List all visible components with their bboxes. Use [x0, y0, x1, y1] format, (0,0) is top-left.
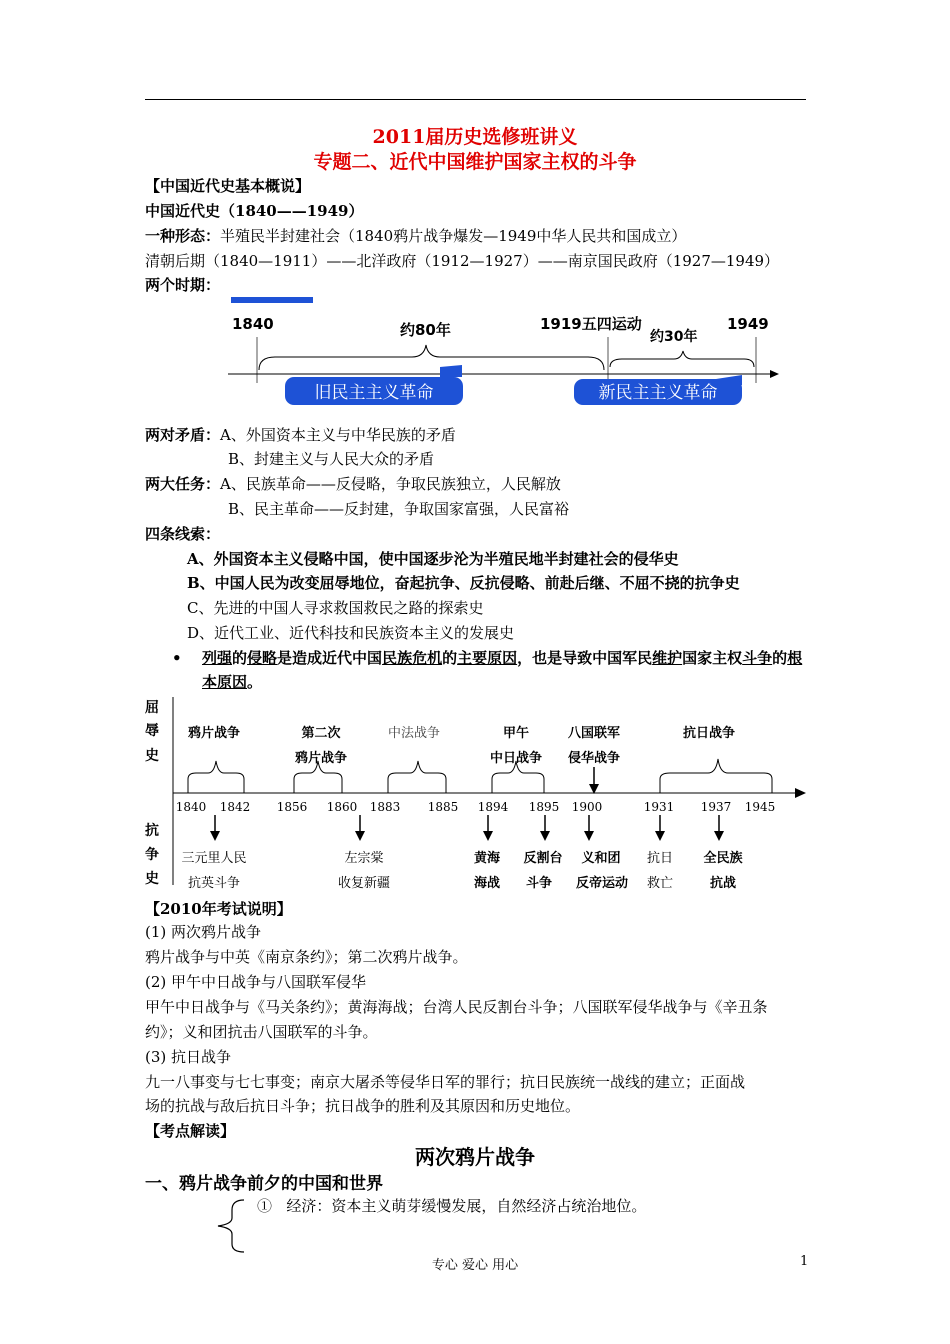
exam-item-3-text: 场的抗战与敌后抗日斗争；抗日战争的胜利及其原因和历史地位。: [145, 1097, 581, 1115]
humiliation-char: 辱: [145, 723, 159, 739]
contradiction-b: B、封建主义与人民大众的矛盾: [228, 450, 435, 468]
item-number: ①: [257, 1197, 273, 1215]
task-b: B、民主革命——反封建，争取国家富强，人民富裕: [228, 500, 570, 518]
bullet-part: 民族危机: [382, 649, 443, 667]
tl1-start-year: 1840: [232, 315, 274, 333]
resistance-arrows: [215, 815, 719, 835]
left-brace-icon: [214, 1196, 248, 1256]
resistance-label: 反帝运动: [575, 876, 629, 891]
year-tick: 1883: [369, 800, 401, 814]
tasks-label: 两大任务：: [145, 475, 221, 493]
humiliation-char: 史: [145, 748, 159, 764]
war-label: 中法战争: [387, 726, 441, 741]
tl2-axis-arrow: [795, 788, 806, 798]
resistance-label: 黄海: [473, 851, 501, 866]
bullet-part: 的: [772, 649, 788, 667]
bullet-part: 维护: [652, 649, 683, 667]
resistance-label: 全民族: [703, 851, 743, 866]
resistance-char: 抗: [145, 823, 159, 839]
analysis-item-1: [257, 1194, 646, 1218]
item-text: 经济：资本主义萌芽缓慢发展，自然经济占统治地位。: [286, 1197, 647, 1215]
clue-b: B、中国人民为改变屈辱地位，奋起抗争、反抗侵略、前赴后继、不屈不挠的抗争史: [187, 574, 740, 592]
task-a: [145, 472, 561, 496]
resistance-label: 抗日: [646, 851, 674, 866]
resistance-label: 救亡: [646, 876, 674, 891]
resistance-label: 左宗棠: [344, 851, 384, 866]
exam-item-2: (2) 甲午中日战争与八国联军侵华: [145, 973, 367, 991]
year-tick: 1894: [477, 800, 509, 814]
resistance-label: 抗英斗争: [187, 876, 241, 891]
overview-heading: 【中国近代史基本概说】: [145, 177, 311, 195]
year-tick: 1860: [326, 800, 358, 814]
overview-periods: 清朝后期（1840—1911）——北洋政府（1912—1927）——南京国民政府（1927—1949）: [145, 252, 780, 270]
war-label: 鸦片战争: [294, 751, 348, 766]
resistance-char: 史: [145, 871, 159, 887]
clue-d: D、近代工业、近代科技和民族资本主义的发展史: [187, 624, 515, 642]
clue-c: C、先进的中国人寻求救国救民之路的探索史: [187, 599, 484, 617]
contradiction-a: [145, 423, 456, 447]
bullet-mark: •: [172, 649, 182, 667]
tl1-span2: 约30年: [650, 329, 698, 345]
year-tick: 1945: [744, 800, 776, 814]
bullet-part: ，也是导致中国军民: [517, 649, 653, 667]
war-label: 鸦片战争: [187, 726, 241, 741]
page-number: 1: [800, 1254, 809, 1269]
war-label: 甲午: [502, 726, 530, 741]
resistance-label: 斗争: [525, 876, 553, 891]
brace-sino-french-war: [388, 761, 446, 793]
task-a-text: A、民族革命——反侵略，争取民族独立，人民解放: [220, 475, 561, 493]
new-revolution-label: 新民主主义革命: [598, 383, 718, 403]
year-tick: 1840: [175, 800, 207, 814]
war-label: 第二次: [301, 726, 341, 741]
bullet-part: 的: [232, 649, 248, 667]
war-timeline: [0, 695, 950, 895]
bullet-part: 根本原因: [202, 649, 803, 691]
exam-item-2-text: 约》；义和团抗击八国联军的斗争。: [145, 1023, 378, 1041]
war-label: 侵华战争: [567, 751, 621, 766]
resistance-label: 三元里人民: [181, 851, 247, 866]
bullet-part: 。: [247, 673, 263, 691]
exam-item-3-text: 九一八事变与七七事变；南京大屠杀等侵华日军的罪行；抗日民族统一战线的建立；正面战: [145, 1073, 746, 1091]
cropped-heading-fragment: [231, 297, 313, 303]
resistance-label: 抗战: [709, 876, 737, 891]
document-title: 2011届历史选修班讲义: [372, 126, 578, 148]
exam-item-3: (3) 抗日战争: [145, 1048, 232, 1066]
contradiction-a-text: A、外国资本主义与中华民族的矛盾: [220, 426, 456, 444]
year-tick: 1842: [219, 800, 251, 814]
war-label: 中日战争: [489, 751, 543, 766]
two-periods-label: 两个时期：: [145, 276, 221, 294]
tl1-axis-arrow: [770, 370, 779, 378]
bullet-part: 侵略: [247, 649, 278, 667]
exam-item-1-text: 鸦片战争与中英《南京条约》；第二次鸦片战争。: [145, 948, 468, 966]
tl1-end-year: 1949: [727, 315, 769, 333]
resistance-label: 义和团: [581, 851, 621, 866]
bullet-part: 的: [442, 649, 458, 667]
brace-anti-japanese-war: [660, 759, 772, 793]
clues-label: 四条线索：: [145, 525, 221, 543]
overview-form: [145, 224, 686, 248]
old-revolution-label: 旧民主主义革命: [314, 383, 434, 403]
resistance-label: 收复新疆: [337, 876, 391, 891]
form-label: 一种形态：: [145, 227, 221, 245]
bullet-paragraph: [202, 646, 812, 694]
resistance-char: 争: [145, 847, 159, 863]
year-tick: 1885: [427, 800, 459, 814]
overview-span: 中国近代史（1840——1949）: [145, 202, 364, 220]
bullet-part: 国家主权: [682, 649, 743, 667]
section-title: 一、鸦片战争前夕的中国和世界: [145, 1174, 383, 1194]
tl1-old-pointer: [440, 365, 462, 377]
header-rule: [145, 99, 806, 100]
year-tick: 1931: [643, 800, 675, 814]
brace-opium-war: [188, 761, 244, 793]
exam-heading: 【2010年考试说明】: [145, 900, 292, 918]
bullet-part: 是造成近代中国: [277, 649, 383, 667]
bullet-part: 主要原因: [457, 649, 518, 667]
exam-item-1: (1) 两次鸦片战争: [145, 923, 262, 941]
tl1-brace-30: [610, 351, 754, 367]
tl1-mid-event: 1919五四运动: [540, 315, 642, 333]
bullet-part: 列强: [202, 649, 233, 667]
war-label: 抗日战争: [682, 726, 736, 741]
footer-motto: 专心 爱心 用心: [431, 1258, 519, 1273]
analysis-heading: 【考点解读】: [145, 1122, 236, 1140]
exam-item-2-text: 甲午中日战争与《马关条约》；黄海海战；台湾人民反割台斗争；八国联军侵华战争与《辛丑条: [145, 998, 768, 1016]
resistance-label: 海战: [473, 876, 501, 891]
tl1-brace-80: [259, 345, 604, 370]
year-tick: 1895: [528, 800, 560, 814]
document-subtitle: 专题二、近代中国维护国家主权的斗争: [313, 151, 637, 173]
chapter-title: 两次鸦片战争: [415, 1145, 535, 1169]
form-text: 半殖民半封建社会（1840鸦片战争爆发—1949中华人民共和国成立）: [220, 227, 687, 245]
humiliation-char: 屈: [145, 700, 159, 716]
resistance-label: 反割台: [523, 851, 563, 866]
clue-a: A、外国资本主义侵略中国，使中国逐步沦为半殖民地半封建社会的侵华史: [187, 550, 679, 568]
period-timeline: [0, 295, 950, 415]
year-tick: 1900: [571, 800, 603, 814]
tl1-span1: 约80年: [400, 321, 451, 339]
bullet-part: 斗争: [742, 649, 773, 667]
resistance-arrow-heads: [210, 831, 724, 841]
year-tick: 1937: [700, 800, 732, 814]
contradictions-label: 两对矛盾：: [145, 426, 221, 444]
year-tick: 1856: [276, 800, 308, 814]
war-label: 八国联军: [567, 726, 621, 741]
